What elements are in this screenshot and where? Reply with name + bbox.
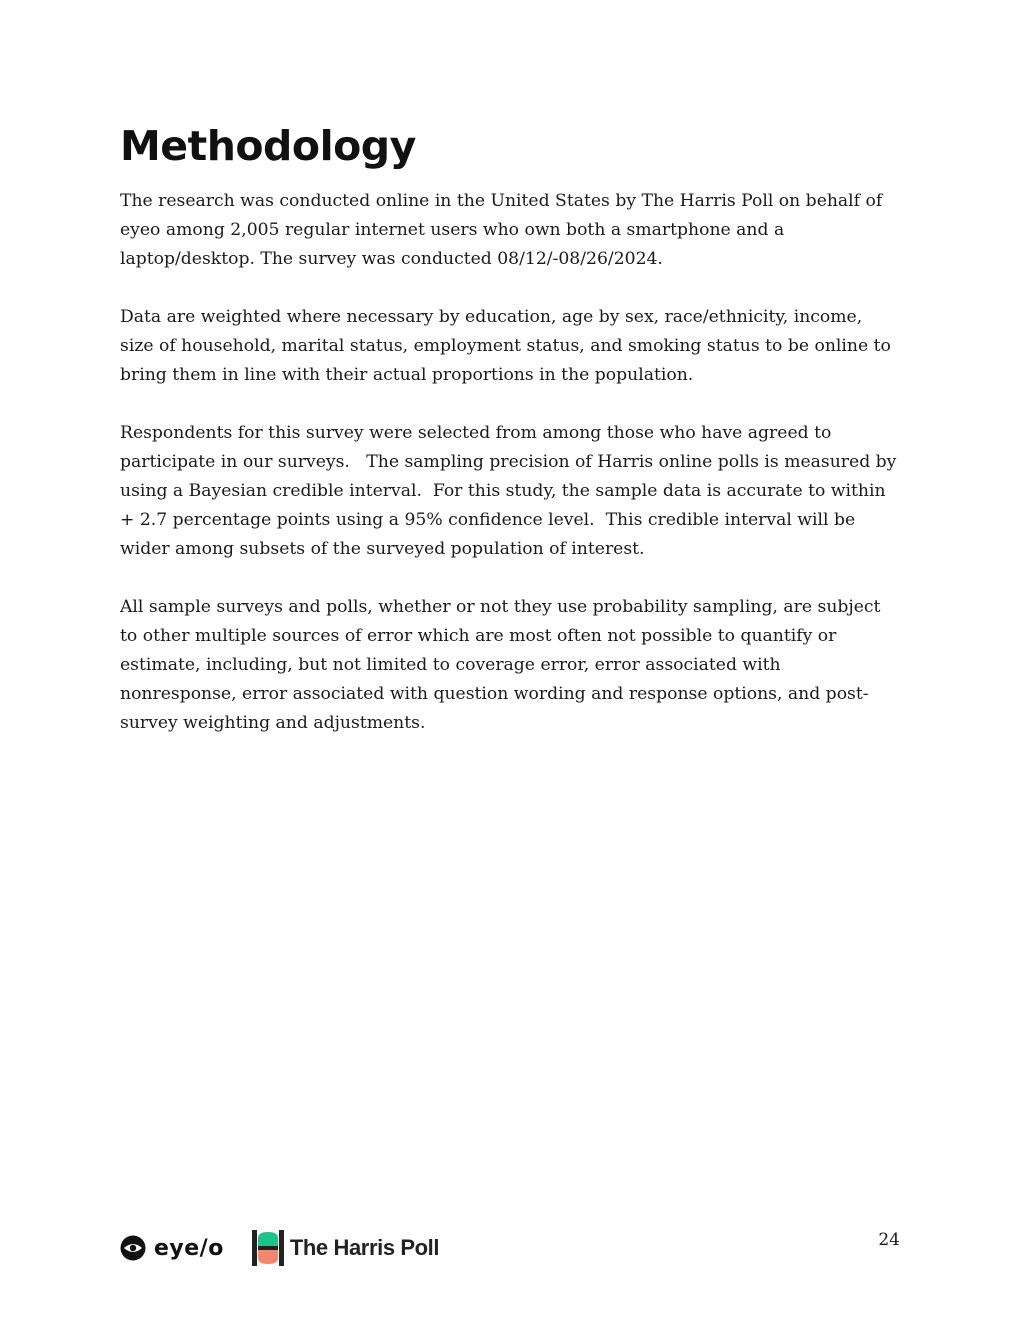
eyeo-logo-icon: [120, 1235, 146, 1261]
page-number: 24: [878, 1230, 900, 1250]
eyeo-wordmark: eye/o: [154, 1235, 224, 1261]
paragraph-weighting: Data are weighted where necessary by education, age by sex, race/ethnicity, income, size of household, marital status, employment status, and smoking status to be online to bring them in line with their actual proportions in the population.: [120, 307, 897, 385]
page-title: Methodology: [120, 122, 416, 170]
paragraph-sampling-precision: Respondents for this survey were selected from among those who have agreed to participate in our surveys. The sampling precision of Harris online polls is measured by using a Bayesian credible interval. For this study, the sample data is accurate to within + 2.7 percentage points using a 95% confidence level. This credible interval will be wider among subsets of the surveyed population of interest.: [120, 423, 902, 559]
harris-poll-wordmark: The Harris Poll: [289, 1235, 440, 1260]
harris-poll-logo: [252, 1228, 439, 1268]
paragraph-sources-of-error: All sample surveys and polls, whether or not they use probability sampling, are subject to other multiple sources of error which are most often not possible to quantify or estimate, including, but not limited to coverage error, error associated with nonresponse, error associated with question wording and response options, and post-survey weighting and adjustments.: [120, 597, 886, 733]
paragraph-research-overview: The research was conducted online in the United States by The Harris Poll on behalf of eyeo among 2,005 regular internet users who own both a smartphone and a laptop/desktop. The survey was conducted 08/12/-08/26/2024.: [120, 191, 888, 269]
eyeo-logo: [120, 1228, 224, 1268]
methodology-body: [120, 187, 900, 767]
harris-poll-logo-icon: [252, 1230, 284, 1266]
footer-logos: [120, 1228, 439, 1268]
